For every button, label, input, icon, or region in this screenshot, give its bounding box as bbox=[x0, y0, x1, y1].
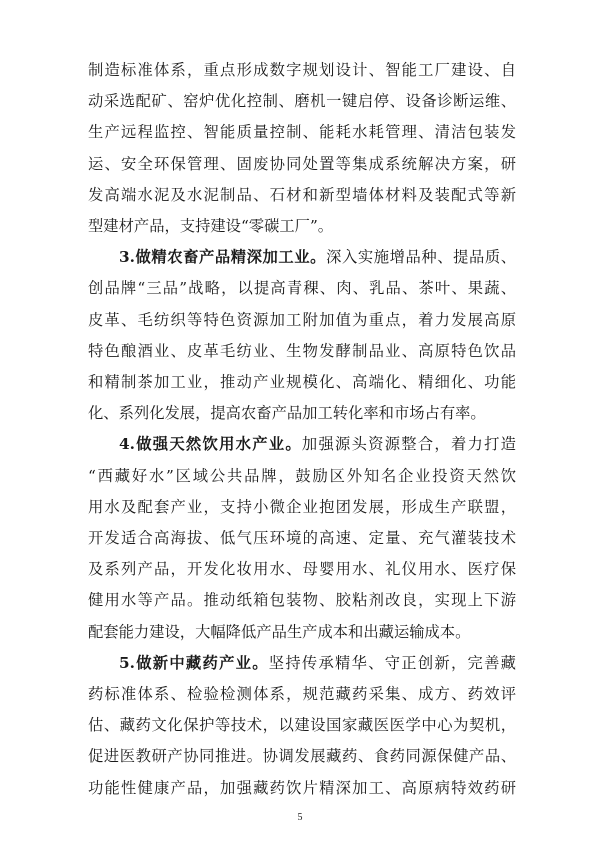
page-number: 5 bbox=[297, 812, 303, 823]
text-line: 生产远程监控、智能质量控制、能耗水耗管理、清洁包装发 bbox=[88, 123, 516, 142]
text-line: 用水及配套产业，支持小微企业抱团发展，形成生产联盟， bbox=[88, 497, 516, 516]
paragraph-first-line bbox=[119, 434, 516, 454]
text-line: 皮革、毛纺织等特色资源加工附加值为重点，着力发展高原 bbox=[88, 310, 516, 329]
text-line: 制造标准体系，重点形成数字规划设计、智能工厂建设、自 bbox=[88, 61, 516, 79]
text-line: 运、安全环保管理、固废协同处置等集成系统解决方案，研 bbox=[88, 154, 516, 173]
text-span: 坚持传承精华、守正创新，完善藏 bbox=[268, 653, 516, 672]
text-line: 创品牌“三品”战略，以提高青稞、肉、乳品、茶叶、果蔬、 bbox=[88, 279, 516, 298]
section-heading: 4.做强天然饮用水产业。 bbox=[119, 435, 302, 454]
section-heading: 5.做新中藏药产业。 bbox=[119, 653, 269, 672]
text-line: 功能性健康产品，加强藏药饮片精深加工、高原病特效药研 bbox=[88, 778, 516, 797]
text-span: 加强源头资源整合，着力打造 bbox=[301, 435, 516, 454]
text-line: 特色酿酒业、皮革毛纺业、生物发酵制品业、高原特色饮品 bbox=[88, 341, 516, 360]
paragraph-first-line bbox=[119, 653, 516, 673]
text-line: 开发适合高海拔、低气压环境的高速、定量、充气灌装技术 bbox=[88, 529, 516, 547]
text-line: 化、系列化发展，提高农畜产品加工转化率和市场占有率。 bbox=[88, 404, 486, 423]
text-line: 及系列产品，开发化妆用水、母婴用水、礼仪用水、医疗保 bbox=[88, 560, 516, 579]
text-line: 促进医教研产协同推进。协调发展藏药、食药同源保健产品、 bbox=[88, 747, 516, 766]
text-line: 估、藏药文化保护等技术，以建设国家藏医医学中心为契机， bbox=[88, 716, 516, 735]
text-line: 药标准体系、检验检测体系，规范藏药采集、成方、药效评 bbox=[88, 685, 516, 703]
paragraph-first-line bbox=[119, 247, 516, 267]
text-line: 配套能力建设，大幅降低产品生产成本和出藏运输成本。 bbox=[88, 622, 471, 641]
text-line: 发高端水泥及水泥制品、石材和新型墙体材料及装配式等新 bbox=[88, 185, 516, 204]
text-line: 和精制茶加工业，推动产业规模化、高端化、精细化、功能 bbox=[88, 373, 516, 391]
text-line: “西藏好水”区域公共品牌，鼓励区外知名企业投资天然饮 bbox=[88, 466, 516, 485]
text-line: 型建材产品，支持建设“零碳工厂”。 bbox=[88, 217, 334, 235]
section-heading: 3.做精农畜产品精深加工业。 bbox=[119, 248, 327, 267]
text-span: 深入实施增品种、提品质、 bbox=[326, 248, 516, 267]
text-line: 健用水等产品。推动纸箱包装物、胶粘剂改良，实现上下游 bbox=[88, 591, 516, 610]
text-line: 动采选配矿、窑炉优化控制、磨机一键启停、设备诊断运维、 bbox=[88, 92, 516, 111]
